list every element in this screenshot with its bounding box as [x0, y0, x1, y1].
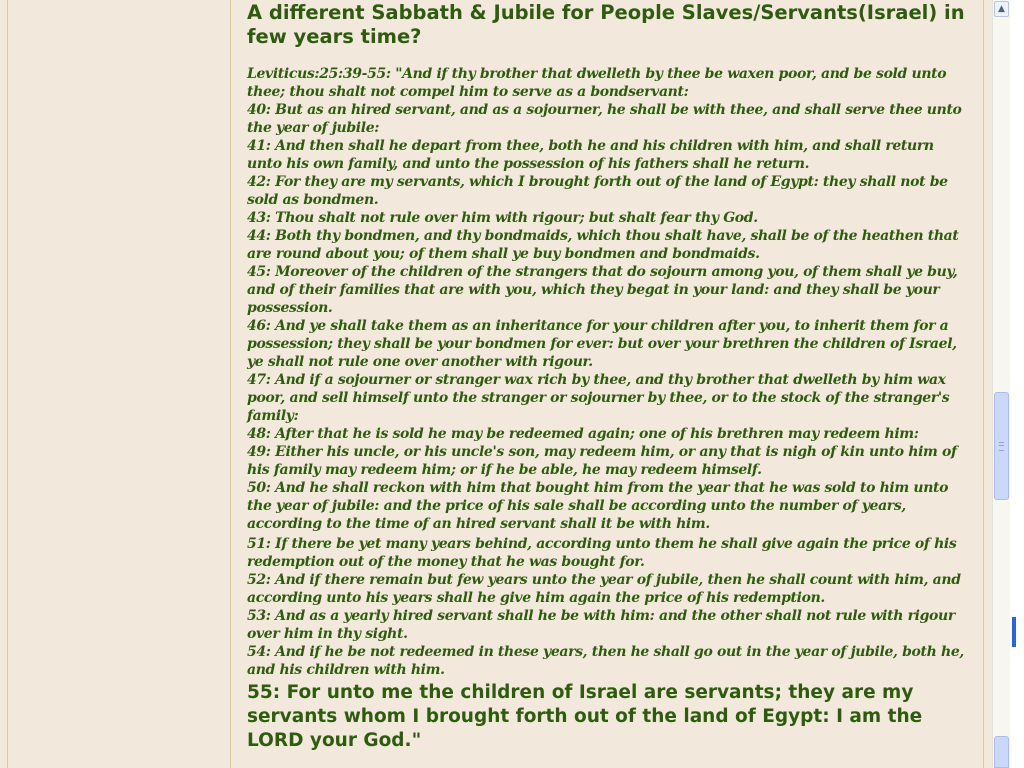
verse-40: 40: But as an hired servant, and as a sojourner, he shall be with thee, and shall serve thee unto the year of jubile: [247, 102, 962, 136]
scroll-thumb-secondary[interactable] [994, 736, 1009, 768]
chevron-up-icon: ▲ [998, 4, 1005, 14]
grip-icon [999, 442, 1004, 451]
verse-43: 43: Thou shalt not rule over him with rigour; but shalt fear thy God. [247, 210, 758, 226]
right-border [983, 0, 984, 768]
scripture-passage [247, 65, 969, 753]
scroll-up-button[interactable] [994, 1, 1009, 17]
verse-45: 45: Moreover of the children of the strangers that do sojourn among you, of them shall ye buy, and of their families that are with you, which they begat in your land: and they shall be your possession. [247, 264, 958, 316]
scroll-thumb[interactable] [994, 392, 1009, 500]
verse-44: 44: Both thy bondmen, and thy bondmaids, which thou shalt have, shall be of the heathen that are round about you; of them shall ye buy bondmen and bondmaids. [247, 228, 959, 262]
verse-42: 42: For they are my servants, which I brought forth out of the land of Egypt: they shall not be sold as bondmen. [247, 174, 948, 208]
verse-55: 55: For unto me the children of Israel are servants; they are my servants whom I brought forth out of the land of Egypt: I am the LORD your God." [247, 682, 923, 751]
verse-46: 46: And ye shall take them as an inheritance for your children after you, to inherit them for a possession; they shall be your bondmen for ever: but over your brethren the children of Israel, ye shall not rule one over another with rigour. [247, 318, 957, 370]
verse-51: 51: If there be yet many years behind, according unto them he shall give again the price of his redemption out of the money that he was bought for. [247, 536, 957, 570]
verse-49: 49: Either his uncle, or his uncle's son, may redeem him, or any that is nigh of kin unto him of his family may redeem him; or if he be able, he may redeem himself. [247, 444, 957, 478]
verse-50: 50: And he shall reckon with him that bought him from the year that he was sold to him unto the year of jubile: and the price of his sale shall be according unto the number of years, according to the time of an hired servant shall it be with him. [247, 480, 949, 532]
verse-48: 48: After that he is sold he may be redeemed again; one of his brethren may redeem him: [247, 426, 919, 442]
column-divider [230, 0, 231, 768]
left-border [7, 0, 8, 768]
verse-53: 53: And as a yearly hired servant shall he be with him: and the other shall not rule with rigour over him in thy sight. [247, 608, 955, 642]
vertical-scrollbar[interactable] [992, 0, 1010, 768]
verse-52: 52: And if there remain but few years unto the year of jubile, then he shall count with him, and according unto his years shall he give him again the price of his redemption. [247, 572, 961, 606]
verse-47: 47: And if a sojourner or stranger wax rich by thee, and thy brother that dwelleth by him wax poor, and sell himself unto the stranger or sojourner by thee, or to the stock of the stranger's family: [247, 372, 950, 424]
article [247, 0, 969, 753]
window-edge [1010, 0, 1024, 768]
verse-41: 41: And then shall he depart from thee, both he and his children with him, and shall return unto his own family, and unto the possession of his fathers shall he return. [247, 138, 934, 172]
article-title: A different Sabbath & Jubile for People Slaves/Servants(Israel) in few years time? [247, 1, 965, 48]
verse-54: 54: And if he be not redeemed in these years, then he shall go out in the year of jubile, both he, and his children with him. [247, 644, 964, 678]
verse-39: Leviticus:25:39-55: "And if thy brother that dwelleth by thee be waxen poor, and be sold unto thee; thou shalt not compel him to serve as a bondservant: [247, 66, 947, 100]
taskbar-edge [1012, 617, 1016, 647]
